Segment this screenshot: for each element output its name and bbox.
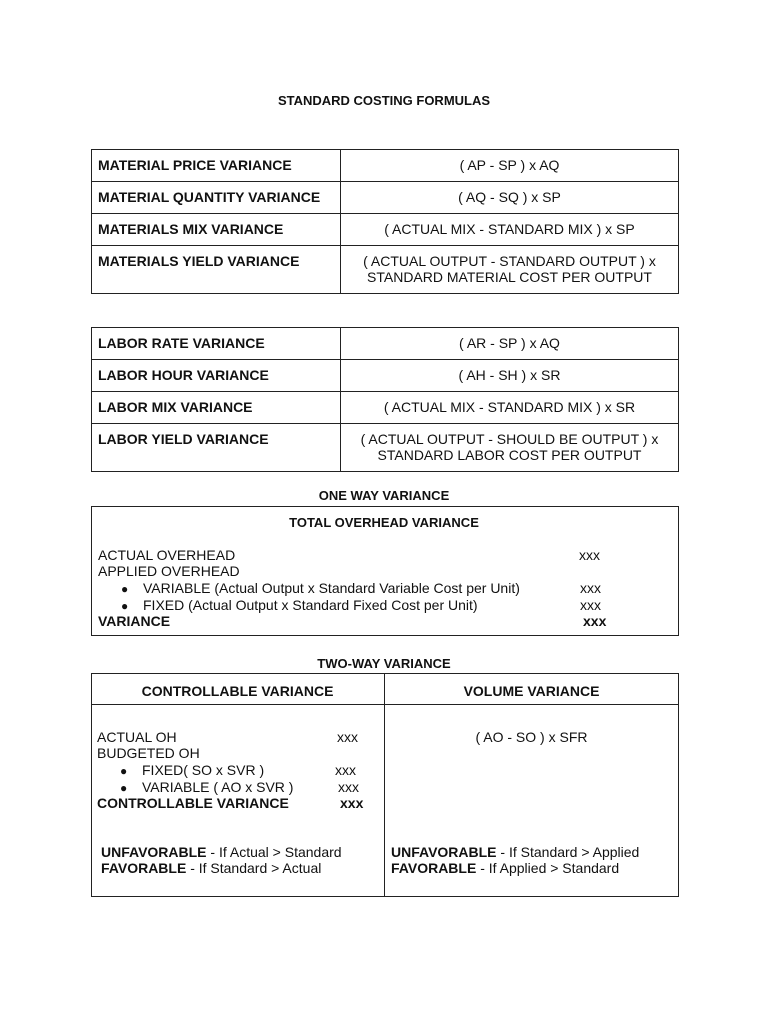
actual-overhead-value: xxx [579,547,600,563]
favorable-label: FAVORABLE [101,860,187,876]
variable-overhead-value: xxx [580,580,601,596]
variable-oh-value: xxx [338,779,359,795]
variance-formula: ( ACTUAL MIX - STANDARD MIX ) x SP [341,214,679,246]
table-row [92,360,679,392]
formula-line: STANDARD LABOR COST PER OUTPUT [377,447,642,463]
variable-oh-label: VARIABLE ( AO x SVR ) [142,779,294,795]
variance-formula: ( AQ - SQ ) x SP [341,182,679,214]
controllable-variance-header: CONTROLLABLE VARIANCE [141,683,334,699]
fixed-overhead-label: FIXED (Actual Output x Standard Fixed Cost per Unit) [143,597,478,613]
bullet-icon: ● [121,582,129,596]
table-row [92,246,679,294]
one-way-heading: ONE WAY VARIANCE [318,488,450,503]
unfavorable-text: - If Actual > Standard [206,844,342,860]
bullet-icon: ● [120,764,128,778]
variance-formula: ( AR - SP ) x AQ [341,328,679,360]
variance-value: xxx [583,613,607,629]
volume-variance-header: VOLUME VARIANCE [463,683,600,699]
variance-formula: ( AP - SP ) x AQ [341,150,679,182]
table-row [92,150,679,182]
total-overhead-title: TOTAL OVERHEAD VARIANCE [289,515,479,530]
fixed-oh-label: FIXED( SO x SVR ) [142,762,265,778]
formula-line: STANDARD MATERIAL COST PER OUTPUT [367,269,652,285]
variance-formula [341,246,679,294]
actual-overhead-label: ACTUAL OVERHEAD [98,547,236,563]
variance-formula: ( AH - SH ) x SR [341,360,679,392]
fixed-oh-value: xxx [335,762,356,778]
unfavorable-text: - If Standard > Applied [496,844,640,860]
labor-variance-table [91,327,679,472]
header-divider [91,704,679,705]
page-title: STANDARD COSTING FORMULAS [277,93,491,108]
table-row [92,182,679,214]
table-row [92,392,679,424]
fixed-overhead-value: xxx [580,597,601,613]
right-unfavorable-note [391,844,639,860]
variance-label: MATERIALS MIX VARIANCE [92,214,341,246]
variance-label: MATERIAL QUANTITY VARIANCE [92,182,341,214]
bullet-icon: ● [120,781,128,795]
favorable-text: - If Standard > Actual [186,860,322,876]
column-divider [384,673,385,897]
actual-oh-value: xxx [337,729,358,745]
variance-formula: ( ACTUAL MIX - STANDARD MIX ) x SR [341,392,679,424]
variable-overhead-label: VARIABLE (Actual Output x Standard Variable Cost per Unit) [143,580,520,596]
right-favorable-note [391,860,619,876]
variance-label: LABOR YIELD VARIANCE [92,424,341,472]
controllable-variance-value: xxx [340,795,364,811]
formula-line: ( ACTUAL OUTPUT - STANDARD OUTPUT ) x [363,253,656,269]
volume-variance-formula: ( AO - SO ) x SFR [475,729,588,745]
favorable-label: FAVORABLE [391,860,477,876]
table-row [92,214,679,246]
variance-label: VARIANCE [98,613,171,629]
table-row [92,424,679,472]
bullet-icon: ● [121,599,129,613]
table-row [92,328,679,360]
controllable-variance-label: CONTROLLABLE VARIANCE [97,795,289,811]
variance-label: MATERIAL PRICE VARIANCE [92,150,341,182]
variance-formula [341,424,679,472]
unfavorable-label: UNFAVORABLE [101,844,207,860]
favorable-text: - If Applied > Standard [476,860,620,876]
applied-overhead-label: APPLIED OVERHEAD [98,563,240,579]
two-way-heading: TWO-WAY VARIANCE [317,656,451,671]
formula-line: ( ACTUAL OUTPUT - SHOULD BE OUTPUT ) x [360,431,659,447]
actual-oh-label: ACTUAL OH [97,729,177,745]
variance-label: LABOR MIX VARIANCE [92,392,341,424]
variance-label: LABOR HOUR VARIANCE [92,360,341,392]
left-unfavorable-note [101,844,342,860]
budgeted-oh-label: BUDGETED OH [97,745,200,761]
materials-variance-table [91,149,679,294]
variance-label: LABOR RATE VARIANCE [92,328,341,360]
left-favorable-note [101,860,321,876]
unfavorable-label: UNFAVORABLE [391,844,497,860]
variance-label: MATERIALS YIELD VARIANCE [92,246,341,294]
